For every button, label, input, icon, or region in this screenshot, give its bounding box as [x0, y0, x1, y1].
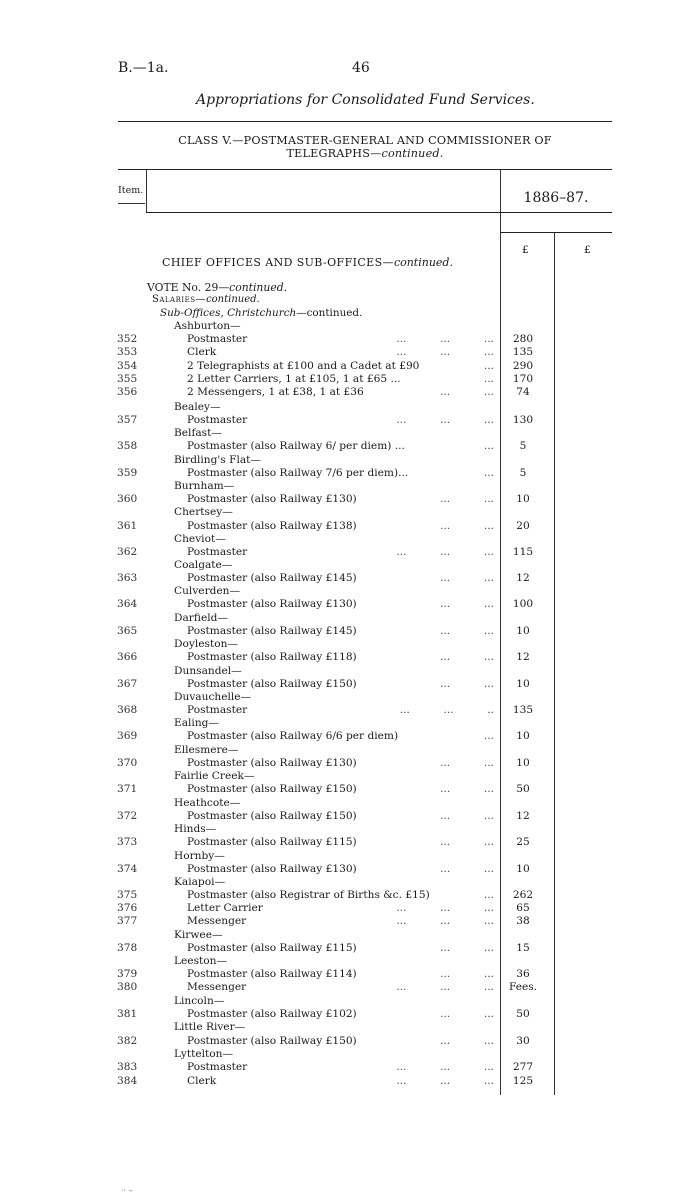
suboffices-heading-tail: —continued. — [296, 307, 363, 319]
table-row — [0, 915, 700, 929]
place-heading: Hinds— — [174, 823, 217, 835]
vote-heading — [147, 281, 287, 294]
item-description: Postmaster (also Railway £130) — [187, 863, 357, 875]
place-heading: Burnham— — [174, 480, 235, 492]
place-heading: Ellesmere— — [174, 744, 239, 756]
item-number: 352 — [117, 333, 138, 345]
place-heading: Duvauchelle— — [174, 691, 252, 703]
dot-leader: ... ... — [440, 386, 494, 398]
place-heading: Coalgate— — [174, 559, 233, 571]
place-heading: Belfast— — [174, 427, 222, 439]
table-row — [0, 981, 700, 995]
item-amount: Fees. — [508, 981, 538, 993]
salaries-heading-italic: continued. — [206, 294, 260, 305]
pound-symbol-2: £ — [584, 244, 591, 256]
item-amount: 25 — [516, 836, 530, 848]
item-number: 379 — [117, 968, 138, 980]
dot-leader: ... ... ... — [396, 346, 494, 358]
item-description: Postmaster (also Railway £115) — [187, 836, 357, 848]
item-amount: 277 — [512, 1061, 534, 1073]
dot-leader: ... — [483, 467, 494, 479]
section-title-italic: continued. — [393, 256, 453, 269]
item-description: Postmaster (also Railway £145) — [187, 572, 357, 584]
class-title-line2 — [118, 147, 612, 160]
item-number: 358 — [117, 440, 138, 452]
item-amount: 10 — [516, 730, 530, 742]
place-heading: Little River— — [174, 1021, 246, 1033]
item-number: 366 — [117, 651, 138, 663]
table-row — [0, 968, 700, 982]
page-footer-mark: ·· – — [121, 1186, 133, 1195]
item-description: Postmaster (also Railway £150) — [187, 810, 357, 822]
table-row — [0, 333, 700, 347]
item-description: Letter Carrier — [187, 902, 263, 914]
dot-leader: ... ... — [440, 651, 494, 663]
table-row — [0, 836, 700, 850]
table-row — [0, 942, 700, 956]
place-heading: Kirwee— — [174, 929, 223, 941]
table-row — [0, 598, 700, 612]
item-description: Postmaster (also Railway £114) — [187, 968, 357, 980]
place-heading: Lincoln— — [174, 995, 225, 1007]
dot-leader: ... ... — [440, 757, 494, 769]
item-description: Postmaster — [187, 333, 248, 345]
item-description: 2 Telegraphists at £100 and a Cadet at £90 — [187, 360, 420, 372]
dot-leader: ... ... — [440, 678, 494, 690]
item-description: Postmaster (also Railway £138) — [187, 520, 357, 532]
item-number: 369 — [117, 730, 138, 742]
class-title-line2-main: TELEGRAPHS— — [286, 147, 382, 160]
page-subtitle: Appropriations for Consolidated Fund Services. — [196, 92, 535, 108]
item-number: 370 — [117, 757, 138, 769]
item-description: Postmaster (also Railway £102) — [187, 1008, 357, 1020]
item-description: Postmaster (also Railway £130) — [187, 598, 357, 610]
item-description: Postmaster (also Railway 6/ per diem) ... — [187, 440, 405, 452]
item-amount: 5 — [519, 467, 527, 479]
item-number: 357 — [117, 414, 138, 426]
table-row — [0, 546, 700, 560]
place-heading: Culverden— — [174, 585, 241, 597]
item-description: Postmaster (also Registrar of Births &c. £15) — [187, 889, 430, 901]
dot-leader: ... ... — [440, 863, 494, 875]
table-row — [0, 373, 700, 387]
table-row — [0, 360, 700, 374]
item-amount: 10 — [516, 493, 530, 505]
section-title-main: CHIEF OFFICES AND SUB-OFFICES— — [162, 256, 394, 269]
item-number: 363 — [117, 572, 138, 584]
item-description: 2 Letter Carriers, 1 at £105, 1 at £65 ... — [187, 373, 401, 385]
dot-leader: ... — [483, 373, 494, 385]
table-row — [0, 863, 700, 877]
place-heading: Leeston— — [174, 955, 228, 967]
item-description: Messenger — [187, 915, 247, 927]
place-heading: Birdling's Flat— — [174, 454, 262, 466]
item-number: 360 — [117, 493, 138, 505]
page-number: 46 — [352, 60, 370, 76]
suboffices-heading-italic: Sub-Offices, Christchurch — [160, 307, 297, 319]
table-row — [0, 1008, 700, 1022]
table-row — [0, 704, 700, 718]
header-bottom-rule — [146, 212, 612, 213]
top-rule — [118, 121, 612, 122]
table-row — [0, 730, 700, 744]
dot-leader: ... ... ... — [396, 546, 494, 558]
item-number: 356 — [117, 386, 138, 398]
item-description: Clerk — [187, 1075, 217, 1087]
item-amount: 36 — [516, 968, 530, 980]
item-amount: 20 — [516, 520, 530, 532]
item-number: 380 — [117, 981, 138, 993]
item-description: Postmaster (also Railway £130) — [187, 493, 357, 505]
place-heading: Ashburton— — [174, 320, 241, 332]
item-description: Postmaster — [187, 414, 248, 426]
item-number: 359 — [117, 467, 138, 479]
salaries-heading — [152, 294, 260, 305]
item-number: 376 — [117, 902, 138, 914]
place-heading: Doyleston— — [174, 638, 239, 650]
table-row — [0, 493, 700, 507]
table-row — [0, 572, 700, 586]
item-amount: 10 — [516, 863, 530, 875]
dot-leader: ... ... — [440, 942, 494, 954]
item-description: Postmaster (also Railway £150) — [187, 1035, 357, 1047]
dot-leader: ... ... — [440, 598, 494, 610]
dot-leader: ... ... ... — [396, 333, 494, 345]
vote-heading-main: VOTE No. 29— — [147, 281, 230, 294]
dot-leader: ... ... — [440, 968, 494, 980]
item-description: Messenger — [187, 981, 247, 993]
dot-leader: ... ... — [440, 520, 494, 532]
table-row — [0, 346, 700, 360]
table-row — [0, 414, 700, 428]
table-row — [0, 783, 700, 797]
dot-leader: ... ... ... — [396, 1075, 494, 1087]
item-amount: 10 — [516, 757, 530, 769]
item-number: 367 — [117, 678, 138, 690]
class-title-line2-italic: continued. — [381, 147, 444, 160]
dot-leader: ... — [483, 730, 494, 742]
item-amount: 38 — [516, 915, 530, 927]
item-description: 2 Messengers, 1 at £38, 1 at £36 — [187, 386, 364, 398]
item-number: 354 — [117, 360, 138, 372]
section-title — [162, 256, 453, 269]
item-description: Postmaster (also Railway £130) — [187, 757, 357, 769]
place-heading: Bealey— — [174, 401, 221, 413]
suboffices-heading — [160, 307, 362, 319]
dot-leader: ... ... — [440, 836, 494, 848]
item-amount: 5 — [519, 440, 527, 452]
item-amount: 290 — [512, 360, 534, 372]
dot-leader: ... ... — [440, 1008, 494, 1020]
item-description: Postmaster (also Railway £150) — [187, 678, 357, 690]
vote-heading-italic: continued. — [229, 281, 288, 294]
item-number: 355 — [117, 373, 138, 385]
item-number: 374 — [117, 863, 138, 875]
dot-leader: ... — [483, 889, 494, 901]
table-row — [0, 1061, 700, 1075]
item-amount: 135 — [512, 704, 534, 716]
item-amount: 280 — [512, 333, 534, 345]
dot-leader: ... ... ... — [396, 1061, 494, 1073]
table-top-rule — [118, 169, 612, 170]
class-title — [118, 134, 612, 160]
item-amount: 135 — [512, 346, 534, 358]
item-column-header: Item. — [118, 185, 144, 196]
class-title-line1: CLASS V.—POSTMASTER-GENERAL AND COMMISSIONER OF — [178, 134, 552, 147]
item-amount: 10 — [516, 625, 530, 637]
dot-leader: ... ... — [440, 493, 494, 505]
year-bottom-rule — [500, 232, 612, 233]
place-heading: Kaiapoi— — [174, 876, 226, 888]
dot-leader: ... ... .. — [399, 704, 494, 716]
table-row — [0, 889, 700, 903]
item-amount: 74 — [516, 386, 530, 398]
place-heading: Heathcote— — [174, 797, 241, 809]
table-row — [0, 678, 700, 692]
item-number: 381 — [117, 1008, 138, 1020]
table-row — [0, 467, 700, 481]
item-description: Postmaster (also Railway 7/6 per diem)... — [187, 467, 409, 479]
dot-leader: ... — [483, 360, 494, 372]
place-heading: Cheviot— — [174, 533, 226, 545]
item-description: Postmaster (also Railway £150) — [187, 783, 357, 795]
dot-leader: ... ... — [440, 625, 494, 637]
item-number: 353 — [117, 346, 138, 358]
table-row — [0, 902, 700, 916]
dot-leader: ... ... — [440, 810, 494, 822]
item-description: Postmaster (also Railway £145) — [187, 625, 357, 637]
year-column-header: 1886–87. — [523, 190, 589, 206]
dot-leader: ... ... ... — [396, 981, 494, 993]
dot-leader: ... — [483, 440, 494, 452]
place-heading: Darfield— — [174, 612, 228, 624]
item-amount: 170 — [512, 373, 534, 385]
dot-leader: ... ... ... — [396, 902, 494, 914]
item-description: Postmaster — [187, 1061, 248, 1073]
item-column-divider — [146, 170, 147, 212]
item-amount: 10 — [516, 678, 530, 690]
item-description: Postmaster — [187, 546, 248, 558]
item-number: 383 — [117, 1061, 138, 1073]
item-description: Postmaster — [187, 704, 248, 716]
item-number: 375 — [117, 889, 138, 901]
item-amount: 30 — [516, 1035, 530, 1047]
dot-leader: ... ... — [440, 1035, 494, 1047]
item-amount: 50 — [516, 1008, 530, 1020]
item-amount: 15 — [516, 942, 530, 954]
dot-leader: ... ... ... — [396, 915, 494, 927]
place-heading: Chertsey— — [174, 506, 233, 518]
salaries-heading-main: Salaries— — [152, 294, 207, 305]
item-number: 361 — [117, 520, 138, 532]
item-amount: 12 — [516, 651, 530, 663]
dot-leader: ... ... ... — [396, 414, 494, 426]
table-row — [0, 651, 700, 665]
item-amount: 125 — [512, 1075, 534, 1087]
table-row — [0, 386, 700, 400]
item-number: 368 — [117, 704, 138, 716]
place-heading: Lyttelton— — [174, 1048, 234, 1060]
item-amount: 130 — [512, 414, 534, 426]
item-amount: 12 — [516, 572, 530, 584]
item-number: 373 — [117, 836, 138, 848]
item-number: 371 — [117, 783, 138, 795]
table-row — [0, 810, 700, 824]
item-number: 364 — [117, 598, 138, 610]
item-description: Clerk — [187, 346, 217, 358]
item-header-underline — [118, 203, 145, 204]
place-heading: Ealing— — [174, 717, 220, 729]
item-number: 377 — [117, 915, 138, 927]
item-amount: 262 — [512, 889, 534, 901]
table-row — [0, 1035, 700, 1049]
item-number: 382 — [117, 1035, 138, 1047]
dot-leader: ... ... — [440, 572, 494, 584]
pound-symbol-1: £ — [522, 244, 529, 256]
table-row — [0, 625, 700, 639]
table-row — [0, 440, 700, 454]
item-number: 372 — [117, 810, 138, 822]
item-description: Postmaster (also Railway 6/6 per diem) — [187, 730, 399, 742]
item-amount: 65 — [516, 902, 530, 914]
place-heading: Fairlie Creek— — [174, 770, 255, 782]
place-heading: Hornby— — [174, 850, 225, 862]
item-number: 362 — [117, 546, 138, 558]
item-description: Postmaster (also Railway £115) — [187, 942, 357, 954]
item-amount: 50 — [516, 783, 530, 795]
document-reference: B.—1a. — [118, 60, 169, 76]
item-number: 365 — [117, 625, 138, 637]
place-heading: Dunsandel— — [174, 665, 242, 677]
item-description: Postmaster (also Railway £118) — [187, 651, 357, 663]
item-amount: 115 — [512, 546, 534, 558]
item-amount: 12 — [516, 810, 530, 822]
item-number: 384 — [117, 1075, 138, 1087]
dot-leader: ... ... — [440, 783, 494, 795]
item-amount: 100 — [512, 598, 534, 610]
table-row — [0, 520, 700, 534]
item-number: 378 — [117, 942, 138, 954]
table-row — [0, 1075, 700, 1089]
table-row — [0, 757, 700, 771]
